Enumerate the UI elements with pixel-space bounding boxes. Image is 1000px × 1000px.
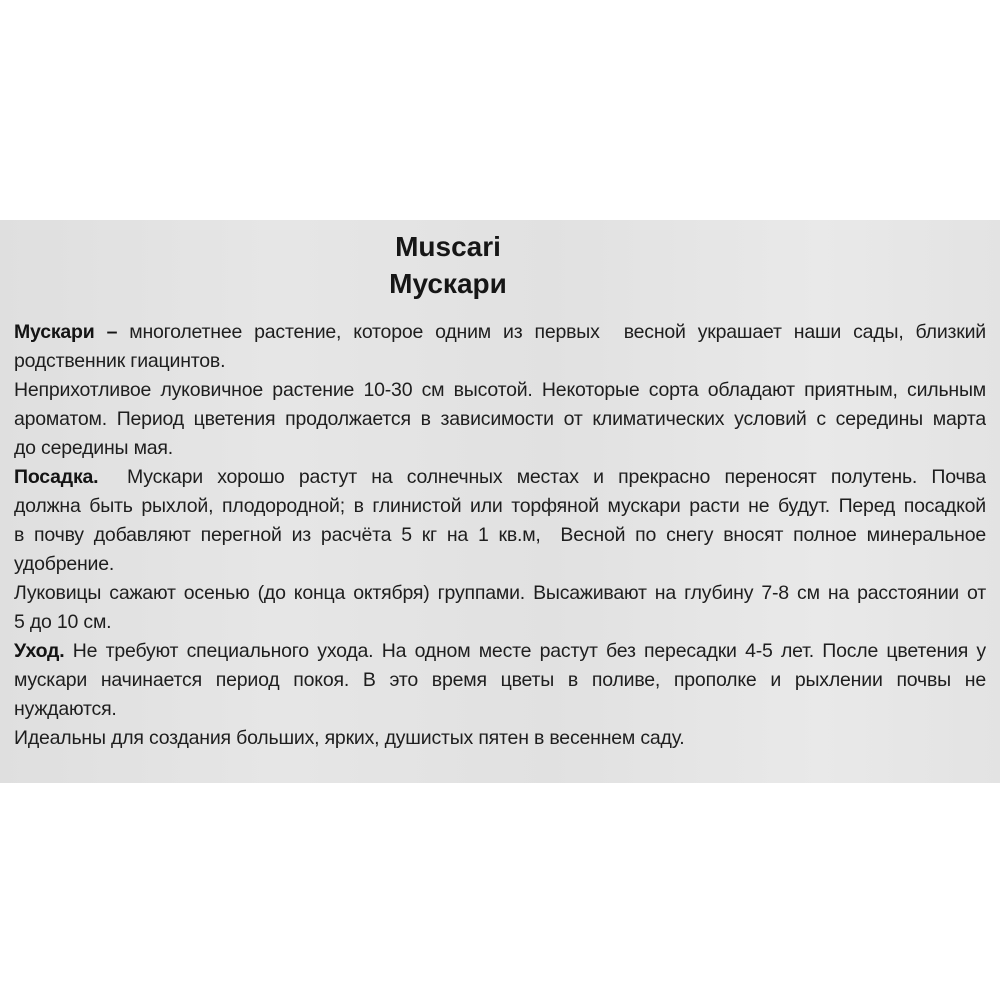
line-text: должна быть рыхлой, плодородной; в глинистой или торфяной мускари расти не будут. Перед посадкой xyxy=(14,495,986,517)
text-line xyxy=(14,463,986,492)
line-text: в почву добавляют перегной из расчёта 5 кг на 1 кв.м, Весной по снегу вносят полное минеральное xyxy=(14,524,986,546)
bold-lead-in: Уход. xyxy=(14,640,65,662)
text-line xyxy=(14,376,986,405)
label-band xyxy=(0,220,1000,783)
label-body-text xyxy=(14,318,986,753)
text-line xyxy=(14,695,986,724)
text-line xyxy=(14,347,986,376)
label-titles xyxy=(14,228,882,302)
line-text: Неприхотливое луковичное растение 10-30 см высотой. Некоторые сорта обладают приятным, сильным xyxy=(14,379,986,401)
text-line xyxy=(14,434,986,463)
text-line xyxy=(14,666,986,695)
line-text: Идеальны для создания больших, ярких, душистых пятен в весеннем саду. xyxy=(14,727,685,749)
text-line xyxy=(14,724,986,753)
text-line xyxy=(14,521,986,550)
line-text: Луковицы сажают осенью (до конца октября) группами. Высаживают на глубину 7-8 см на расстоянии от xyxy=(14,582,986,604)
text-line xyxy=(14,405,986,434)
text-line xyxy=(14,492,986,521)
line-text: ароматом. Период цветения продолжается в зависимости от климатических условий с середины марта xyxy=(14,408,986,430)
line-text: 5 до 10 см. xyxy=(14,611,112,633)
line-text: многолетнее растение, которое одним из первых весной украшает наши сады, близкий xyxy=(129,321,986,343)
line-text: Мускари хорошо растут на солнечных местах и прекрасно переносят полутень. Почва xyxy=(98,466,986,488)
text-line xyxy=(14,608,986,637)
text-line xyxy=(14,318,986,347)
line-text: до середины мая. xyxy=(14,437,173,459)
line-text: нуждаются. xyxy=(14,698,117,720)
line-text: мускари начинается период покоя. В это время цветы в поливе, прополке и рыхлении почвы не xyxy=(14,669,986,691)
line-text: удобрение. xyxy=(14,553,115,575)
bold-lead-in: Посадка. xyxy=(14,466,99,488)
title-latin: Muscari xyxy=(395,231,501,262)
line-text: Не требуют специального ухода. На одном месте растут без пересадки 4-5 лет. После цветения у xyxy=(64,640,986,662)
text-line xyxy=(14,637,986,666)
text-line xyxy=(14,550,986,579)
title-russian: Мускари xyxy=(389,268,507,299)
line-text: родственник гиацинтов. xyxy=(14,350,226,372)
bold-lead-in: Мускари – xyxy=(14,321,130,343)
text-line xyxy=(14,579,986,608)
